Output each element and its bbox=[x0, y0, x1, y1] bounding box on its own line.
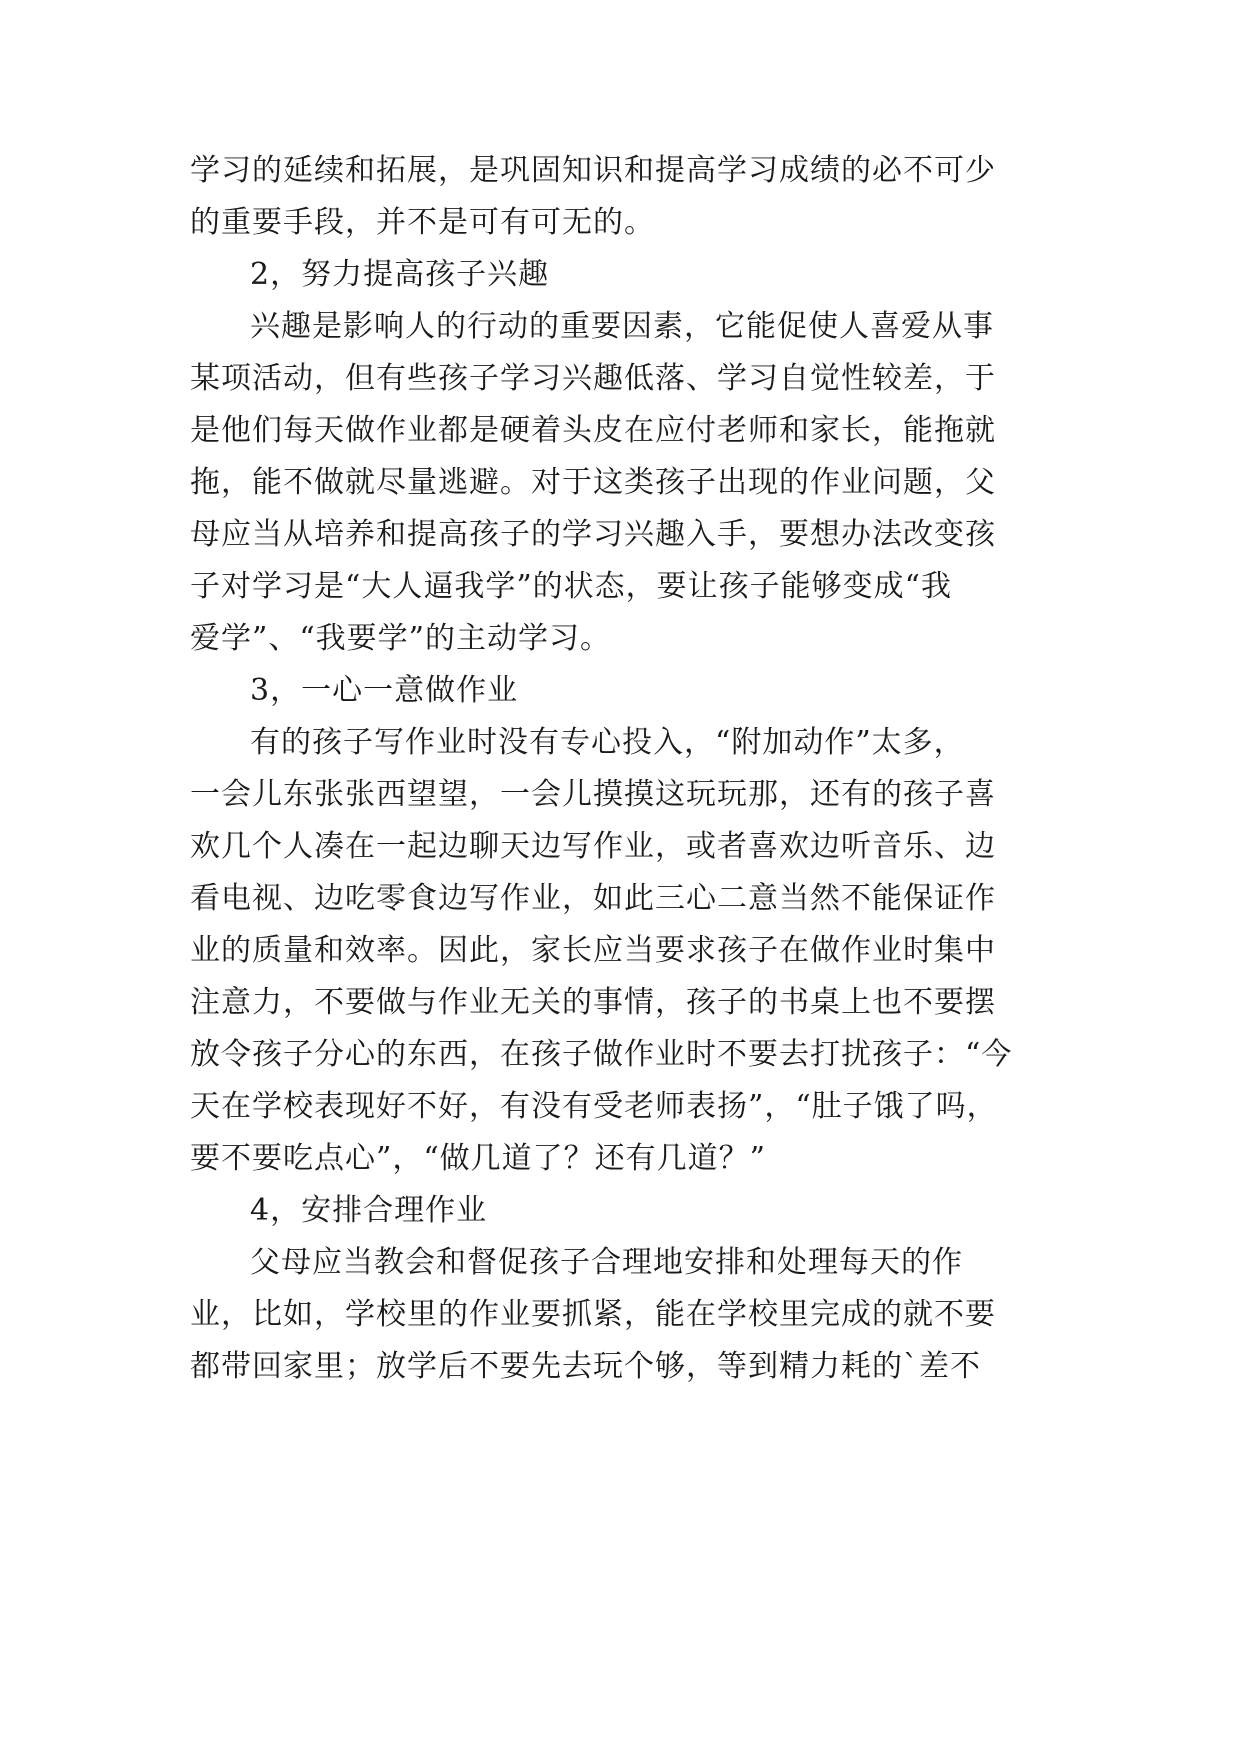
text-line: 爱学”、“我要学”的主动学习。 bbox=[190, 621, 612, 656]
text-line: 欢几个人凑在一起边聊天边写作业，或者喜欢边听音乐、边 bbox=[190, 829, 996, 864]
text-line: 父母应当教会和督促孩子合理地安排和处理每天的作 bbox=[250, 1245, 963, 1280]
text-line: 子对学习是“大人逼我学”的状态，要让孩子能够变成“我 bbox=[190, 569, 953, 604]
section-heading-2: 2，努力提高孩子兴趣 bbox=[250, 257, 550, 292]
text-line: 是他们每天做作业都是硬着头皮在应付老师和家长，能拖就 bbox=[190, 413, 996, 448]
section-heading-4: 4，安排合理作业 bbox=[250, 1193, 488, 1228]
text-line: 一会儿东张张西望望，一会儿摸摸这玩玩那，还有的孩子喜 bbox=[190, 777, 996, 812]
section-heading-3: 3，一心一意做作业 bbox=[250, 673, 519, 708]
text-line: 的重要手段，并不是可有可无的。 bbox=[190, 205, 655, 240]
text-line: 拖，能不做就尽量逃避。对于这类孩子出现的作业问题，父 bbox=[190, 465, 996, 500]
text-line: 母应当从培养和提高孩子的学习兴趣入手，要想办法改变孩 bbox=[190, 517, 996, 552]
text-line: 学习的延续和拓展，是巩固知识和提高学习成绩的必不可少 bbox=[190, 153, 996, 188]
text-line: 兴趣是影响人的行动的重要因素，它能促使人喜爱从事 bbox=[250, 309, 994, 344]
text-line: 注意力，不要做与作业无关的事情，孩子的书桌上也不要摆 bbox=[190, 985, 996, 1020]
text-line: 放令孩子分心的东西，在孩子做作业时不要去打扰孩子：“今 bbox=[190, 1037, 1013, 1072]
text-line: 有的孩子写作业时没有专心投入，“附加动作”太多， bbox=[250, 725, 965, 760]
text-line: 天在学校表现好不好，有没有受老师表扬”，“肚子饿了吗， bbox=[190, 1089, 998, 1124]
text-line: 某项活动，但有些孩子学习兴趣低落、学习自觉性较差，于 bbox=[190, 361, 996, 396]
text-line: 都带回家里；放学后不要先去玩个够，等到精力耗的`差不 bbox=[190, 1349, 981, 1384]
text-line: 业的质量和效率。因此，家长应当要求孩子在做作业时集中 bbox=[190, 933, 996, 968]
text-line: 看电视、边吃零食边写作业，如此三心二意当然不能保证作 bbox=[190, 881, 996, 916]
text-line: 要不要吃点心”，“做几道了？还有几道？” bbox=[190, 1141, 767, 1176]
text-line: 业，比如，学校里的作业要抓紧，能在学校里完成的就不要 bbox=[190, 1297, 996, 1332]
